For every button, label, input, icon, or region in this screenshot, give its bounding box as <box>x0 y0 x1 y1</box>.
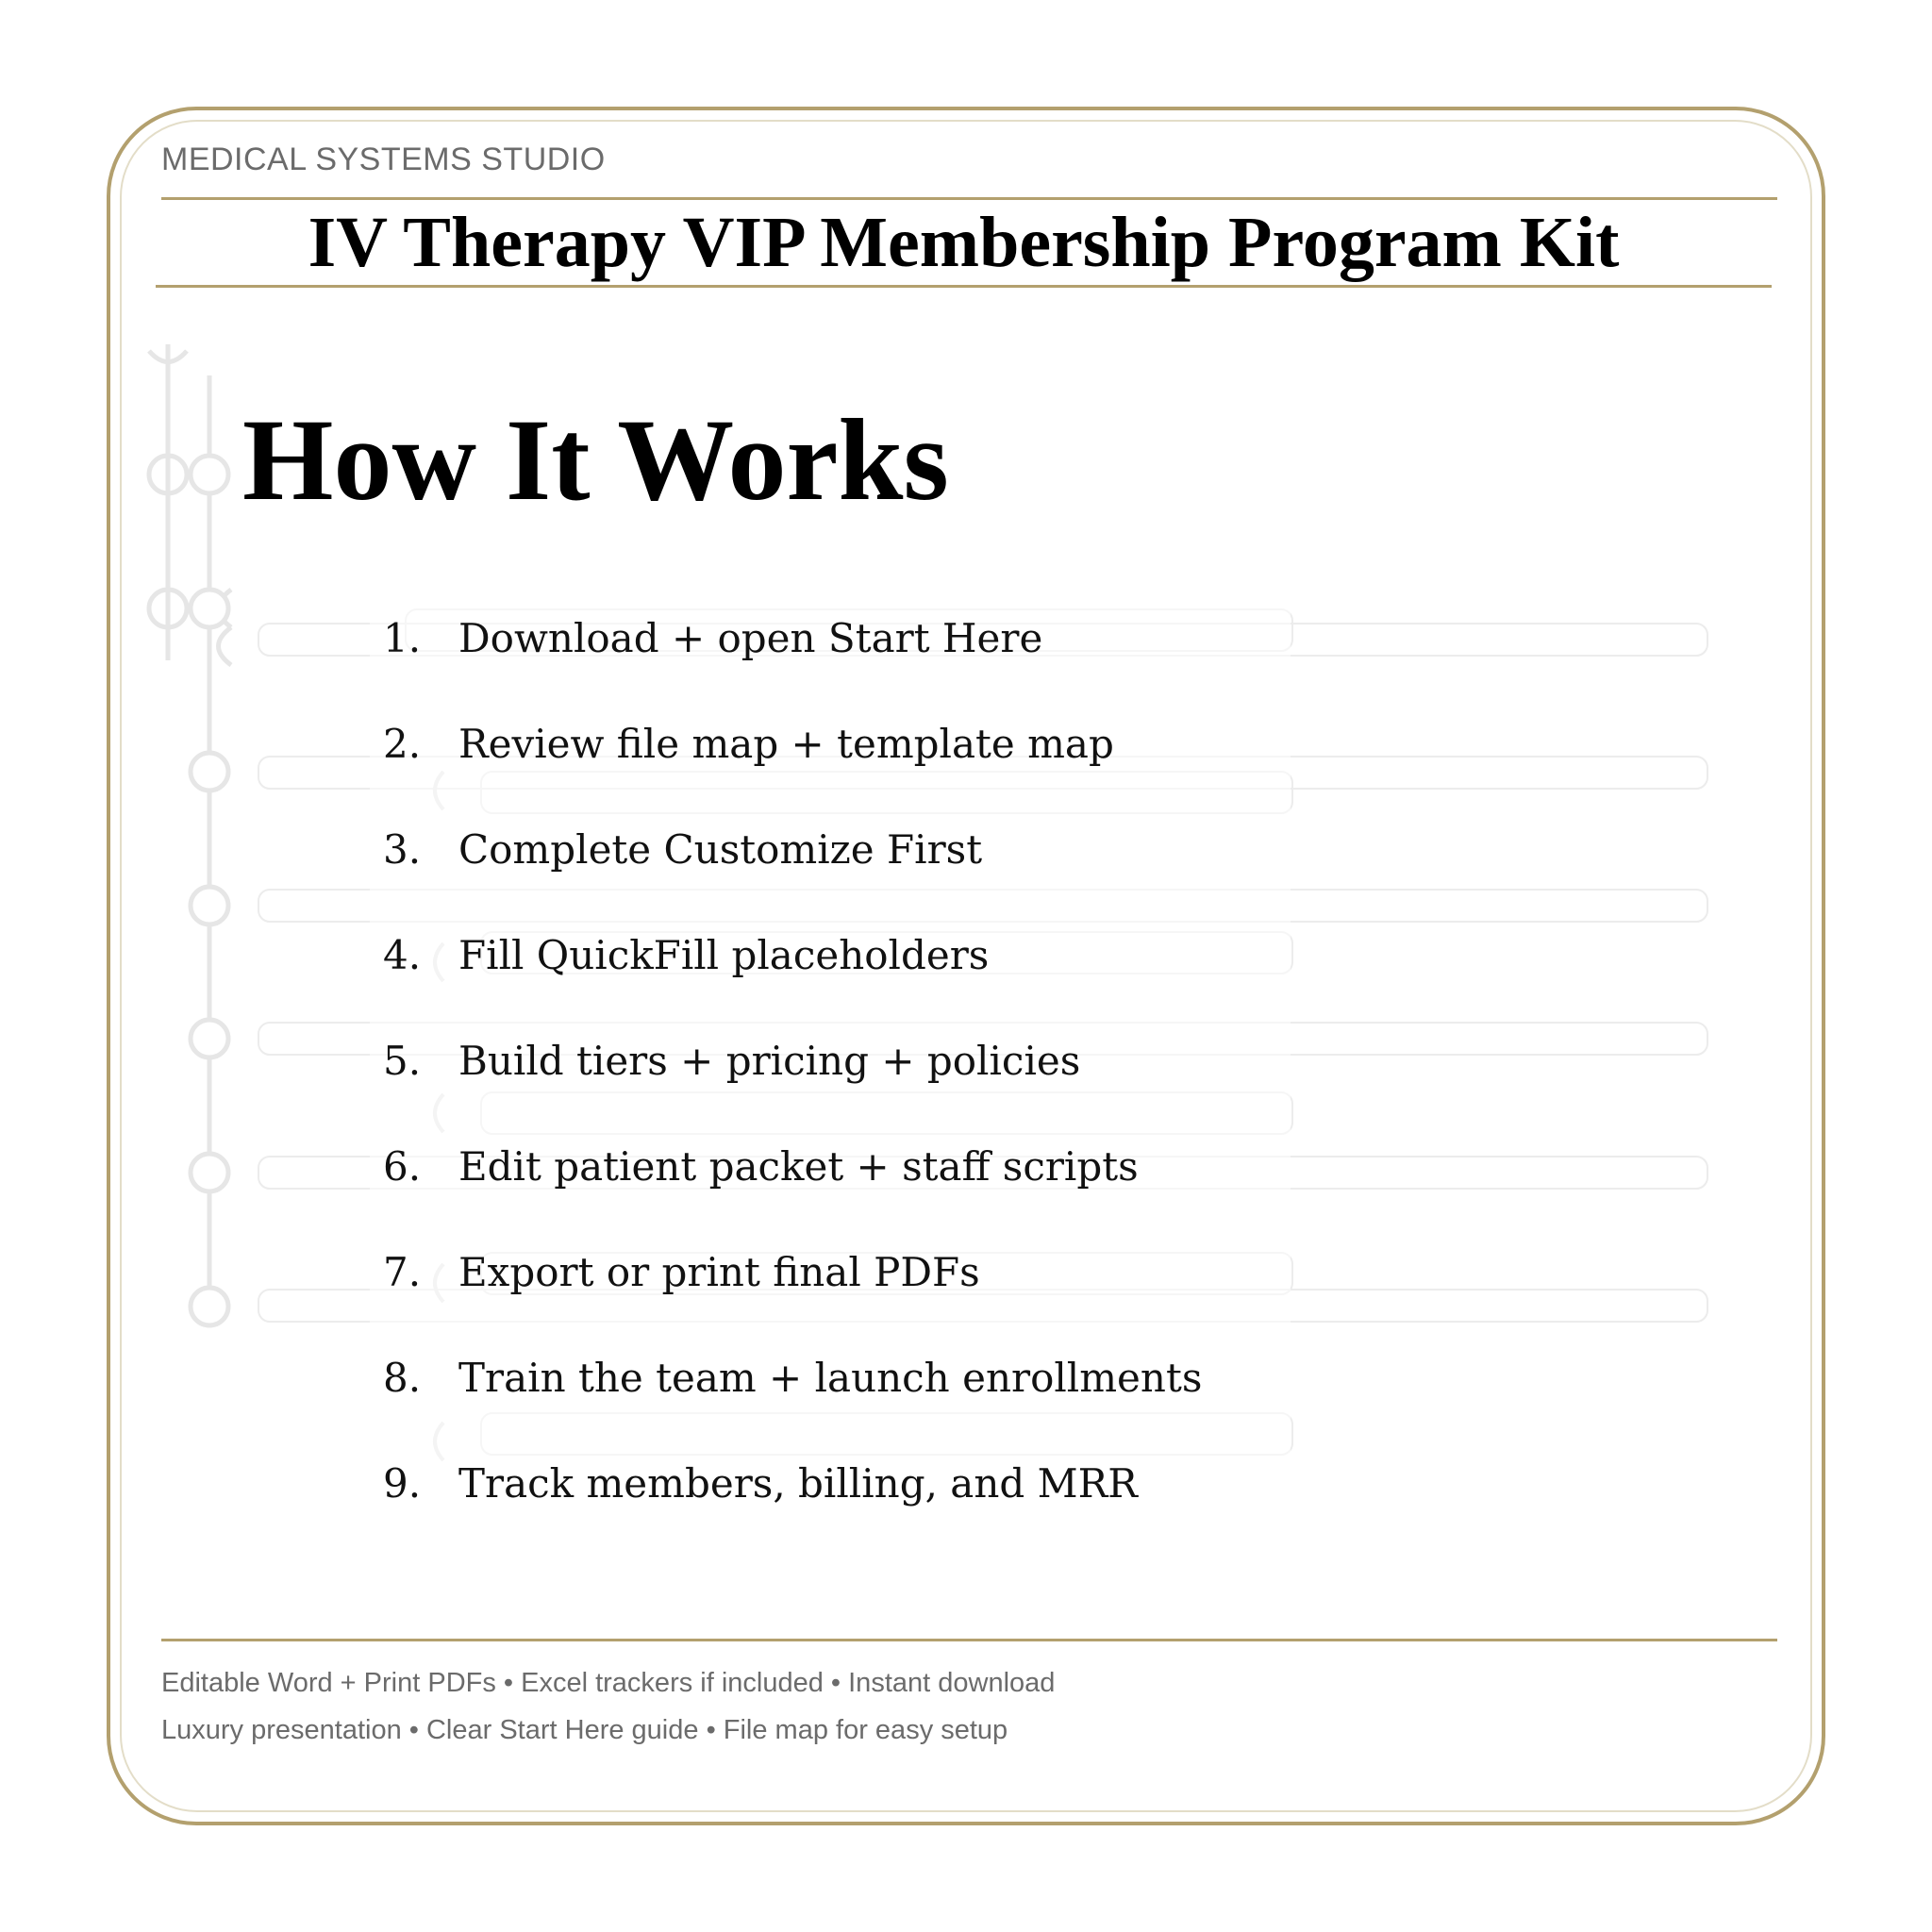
step-text: Download + open Start Here <box>458 615 1043 661</box>
step-number: 4. <box>383 932 422 978</box>
step-item <box>368 900 1274 1006</box>
step-item <box>368 794 1274 900</box>
step-item <box>368 689 1274 794</box>
step-number: 5. <box>383 1038 422 1084</box>
footer-features-line: Editable Word + Print PDFs • Excel trackers if included • Instant download <box>161 1668 1056 1698</box>
step-number: 1. <box>383 615 422 661</box>
brand-label: MEDICAL SYSTEMS STUDIO <box>161 142 606 177</box>
step-number: 2. <box>383 721 422 767</box>
footer-rule <box>161 1639 1777 1641</box>
section-title: How It Works <box>242 395 949 525</box>
step-item <box>368 583 1274 689</box>
step-number: 3. <box>383 826 422 873</box>
step-text: Complete Customize First <box>458 826 983 873</box>
step-number: 9. <box>383 1460 422 1507</box>
step-text: Fill QuickFill placeholders <box>458 932 990 978</box>
step-number: 8. <box>383 1355 422 1401</box>
step-item <box>368 1006 1274 1111</box>
footer-benefits-line: Luxury presentation • Clear Start Here guide • File map for easy setup <box>161 1715 1008 1745</box>
step-text: Export or print final PDFs <box>458 1249 980 1295</box>
step-text: Review file map + template map <box>458 721 1114 767</box>
header-rule-bottom <box>156 285 1772 288</box>
step-item <box>368 1323 1274 1428</box>
step-text: Edit patient packet + staff scripts <box>458 1143 1139 1190</box>
step-item <box>368 1111 1274 1217</box>
step-text: Track members, billing, and MRR <box>458 1460 1138 1507</box>
step-text: Train the team + launch enrollments <box>458 1355 1203 1401</box>
step-item <box>368 1217 1274 1323</box>
step-text: Build tiers + pricing + policies <box>458 1038 1081 1084</box>
kit-title: IV Therapy VIP Membership Program Kit <box>308 203 1620 282</box>
step-item <box>368 1428 1274 1534</box>
step-number: 7. <box>383 1249 422 1295</box>
steps-list <box>368 583 1274 1534</box>
step-number: 6. <box>383 1143 422 1190</box>
